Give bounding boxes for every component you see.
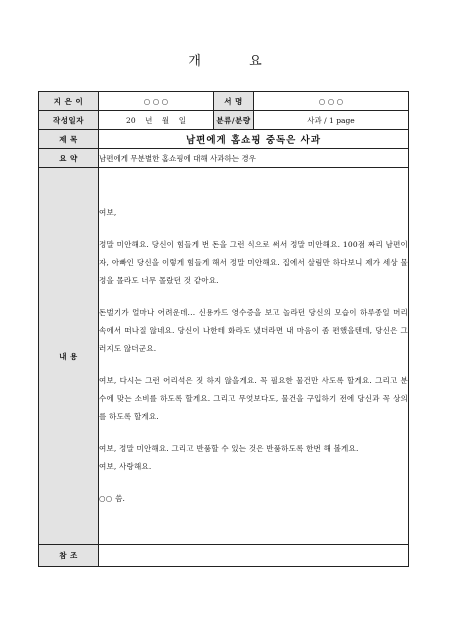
reference-value (99, 545, 409, 567)
content-paragraph-4: 여보, 정말 미안해요. 그리고 반품할 수 있는 것은 반품하도록 한번 해 볼게요. (99, 444, 359, 453)
reference-label: 참 조 (39, 545, 99, 567)
date-value: 20 년 월 일 (99, 111, 214, 130)
signature-text: ○○ 씀. (99, 494, 126, 503)
author-label: 지 은 이 (39, 92, 99, 111)
author-value: ○ ○ ○ (99, 92, 214, 111)
content-paragraph-5: 여보, 사랑해요. (99, 462, 152, 471)
content-paragraph-3: 여보, 다시는 그런 어리석은 짓 하지 않을게요. 꼭 필요한 물건만 사도록 할게요. 그리고 분수에 맞는 소비를 하도록 할게요. 그리고 무엇보다도, 물건을 구입하기 전에 당신과 꼭 상의를 하도록 할게요. (99, 376, 408, 421)
greeting-text: 여보, (99, 208, 117, 217)
summary-value: 남편에게 무분별한 홈쇼핑에 대해 사과하는 경우 (99, 149, 409, 168)
summary-form-table (38, 91, 409, 567)
subject-row (39, 130, 409, 149)
category-value: 사과 / 1 page (254, 111, 409, 130)
subject-label: 제 목 (39, 130, 99, 149)
reference-row (39, 545, 409, 567)
author-row (39, 92, 409, 111)
subject-value: 남편에게 홈쇼핑 중독은 사과 (99, 130, 409, 149)
content-paragraph-2: 돈벌기가 얼마나 어려운데... 신용카드 영수증을 보고 놀라던 당신의 모습이 하루종일 머리 속에서 떠나질 않네요. 당신이 나한테 화라도 냈더라면 내 마음이 좀 편했을텐데, 당신은 그러지도 않더군요. (99, 308, 408, 353)
content-row (39, 168, 409, 545)
summary-row (39, 149, 409, 168)
content-body (99, 168, 409, 545)
category-label: 분류/분량 (214, 111, 254, 130)
page-title: 개 요 (188, 54, 284, 69)
content-paragraph-1: 정말 미안해요. 당신이 힘들게 번 돈을 그런 식으로 써서 정말 미안해요. 100점 짜리 남편이자, 아빠인 당신을 이렇게 힘들게 해서 정말 미안해요. 집에서 살림만 하다보니 제가 세상 물정을 몰라도 너무 몰랐던 것 같아요. (99, 240, 408, 285)
summary-label: 요 약 (39, 149, 99, 168)
name-value: ○ ○ ○ (254, 92, 409, 111)
name-label: 서 명 (214, 92, 254, 111)
date-label: 작성일자 (39, 111, 99, 130)
date-row (39, 111, 409, 130)
content-label: 내 용 (39, 168, 99, 545)
